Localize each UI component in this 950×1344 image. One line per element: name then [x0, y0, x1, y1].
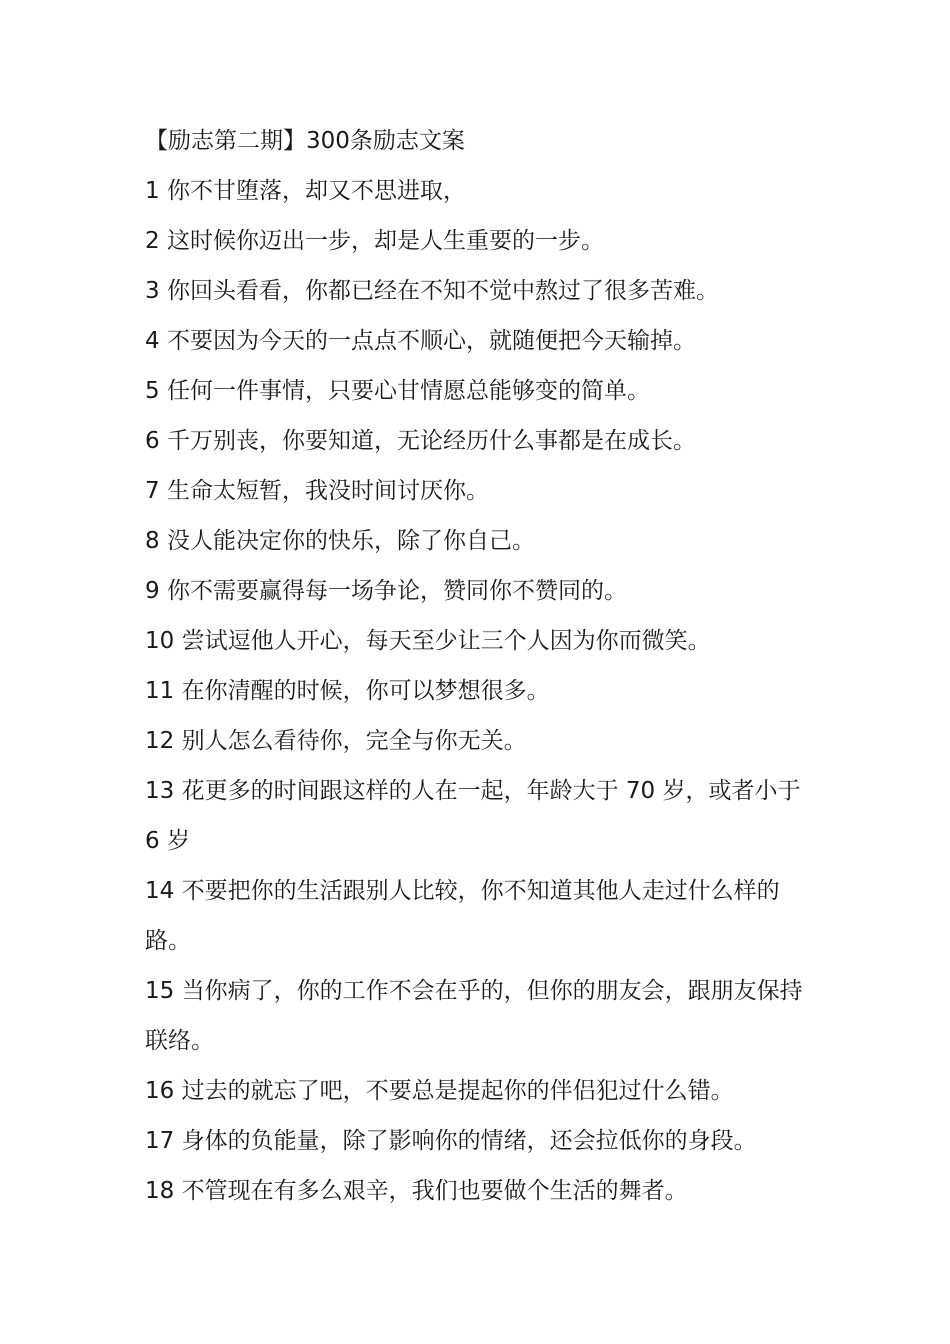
document-title: 【励志第二期】300条励志文案	[145, 128, 465, 154]
quote-line-13: 13 花更多的时间跟这样的人在一起，年龄大于 70 岁，或者小于 6 岁	[145, 778, 801, 854]
quote-line-1: 1 你不甘堕落，却又不思进取，	[145, 178, 466, 204]
quote-line-4: 4 不要因为今天的一点点不顺心，就随便把今天输掉。	[145, 328, 696, 354]
quote-line-5: 5 任何一件事情，只要心甘情愿总能够变的简单。	[145, 378, 650, 404]
quote-line-8: 8 没人能决定你的快乐，除了你自己。	[145, 528, 535, 554]
quote-line-9: 9 你不需要赢得每一场争论，赞同你不赞同的。	[145, 578, 627, 604]
quote-line-18: 18 不管现在有多么艰辛，我们也要做个生活的舞者。	[145, 1178, 688, 1204]
document-body	[145, 116, 815, 1216]
quote-line-14: 14 不要把你的生活跟别人比较，你不知道其他人走过什么样的路。	[145, 878, 780, 954]
quote-line-10: 10 尝试逗他人开心，每天至少让三个人因为你而微笑。	[145, 628, 711, 654]
quote-line-15: 15 当你病了，你的工作不会在乎的，但你的朋友会，跟朋友保持联络。	[145, 978, 803, 1054]
quote-line-17: 17 身体的负能量，除了影响你的情绪，还会拉低你的身段。	[145, 1128, 757, 1154]
quote-line-11: 11 在你清醒的时候，你可以梦想很多。	[145, 678, 550, 704]
quote-line-16: 16 过去的就忘了吧，不要总是提起你的伴侣犯过什么错。	[145, 1078, 734, 1104]
quote-line-2: 2 这时候你迈出一步，却是人生重要的一步。	[145, 228, 604, 254]
quote-line-3: 3 你回头看看，你都已经在不知不觉中熬过了很多苦难。	[145, 278, 719, 304]
quote-line-6: 6 千万别丧，你要知道，无论经历什么事都是在成长。	[145, 428, 696, 454]
quote-line-7: 7 生命太短暂，我没时间讨厌你。	[145, 478, 489, 504]
quote-line-12: 12 别人怎么看待你，完全与你无关。	[145, 728, 527, 754]
